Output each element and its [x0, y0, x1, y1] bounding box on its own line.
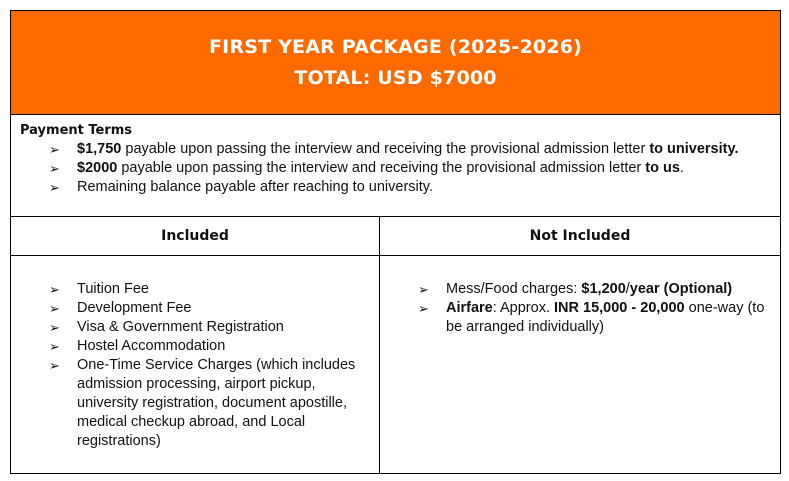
- arrowhead-bullet-icon: ➢: [49, 301, 60, 316]
- list-item: [49, 178, 769, 197]
- item-amount: $1,200: [581, 281, 626, 297]
- term-text: payable upon passing the interview and receiving the provisional admission letter: [121, 141, 650, 157]
- list-item: [418, 299, 768, 337]
- arrowhead-bullet-icon: ➢: [49, 339, 60, 354]
- arrowhead-bullet-icon: ➢: [418, 282, 429, 297]
- not-included-heading: Not Included: [379, 216, 781, 256]
- item-text: : Approx.: [492, 300, 555, 316]
- term-text: .: [679, 160, 684, 176]
- list-item: [49, 356, 369, 451]
- list-item: [49, 159, 769, 178]
- list-item: [49, 318, 369, 337]
- list-item: [49, 140, 769, 159]
- arrowhead-bullet-icon: ➢: [49, 320, 60, 335]
- included-column: [10, 255, 380, 474]
- included-list: [49, 280, 369, 451]
- item-amount: INR 15,000 - 20,000: [554, 300, 685, 316]
- arrowhead-bullet-icon: ➢: [49, 358, 60, 373]
- arrowhead-bullet-icon: ➢: [418, 301, 429, 316]
- not-included-list: [418, 280, 768, 337]
- payment-terms-title: Payment Terms: [20, 123, 133, 138]
- not-included-column: [379, 255, 781, 474]
- arrowhead-bullet-icon: ➢: [49, 282, 60, 297]
- included-item-label: Visa & Government Registration: [77, 319, 284, 335]
- item-emphasis: year (Optional): [629, 281, 733, 297]
- arrowhead-bullet-icon: ➢: [49, 161, 60, 176]
- item-emphasis: Airfare: [446, 300, 493, 316]
- list-item: [49, 280, 369, 299]
- package-total: TOTAL: USD $7000: [294, 66, 497, 89]
- list-item: [49, 299, 369, 318]
- item-text: /: [625, 281, 630, 297]
- included-heading: Included: [10, 216, 380, 256]
- amount: $2000: [77, 160, 118, 176]
- term-emphasis: to university.: [649, 141, 739, 157]
- payment-terms-section: [10, 114, 781, 217]
- package-title: FIRST YEAR PACKAGE (2025-2026): [208, 35, 583, 58]
- list-item: [418, 280, 768, 299]
- item-text: one-way (to be arranged individually): [446, 300, 765, 335]
- term-text: payable upon passing the interview and receiving the provisional admission letter: [117, 160, 646, 176]
- item-text: Mess/Food charges:: [446, 281, 582, 297]
- package-header: [10, 10, 781, 115]
- payment-terms-list: [49, 140, 769, 197]
- included-item-label: Tuition Fee: [77, 281, 149, 297]
- arrowhead-bullet-icon: ➢: [49, 142, 60, 157]
- arrowhead-bullet-icon: ➢: [49, 180, 60, 195]
- included-item-label: Development Fee: [77, 300, 192, 316]
- list-item: [49, 337, 369, 356]
- term-emphasis: to us: [645, 160, 680, 176]
- amount: $1,750: [77, 141, 122, 157]
- term-text: Remaining balance payable after reaching to university.: [77, 179, 433, 195]
- included-item-label: Hostel Accommodation: [77, 338, 226, 354]
- included-item-label: One-Time Service Charges (which includes admission processing, airport pickup, university registration, document apostille, medical checkup abroad, and Local registrations): [77, 357, 356, 449]
